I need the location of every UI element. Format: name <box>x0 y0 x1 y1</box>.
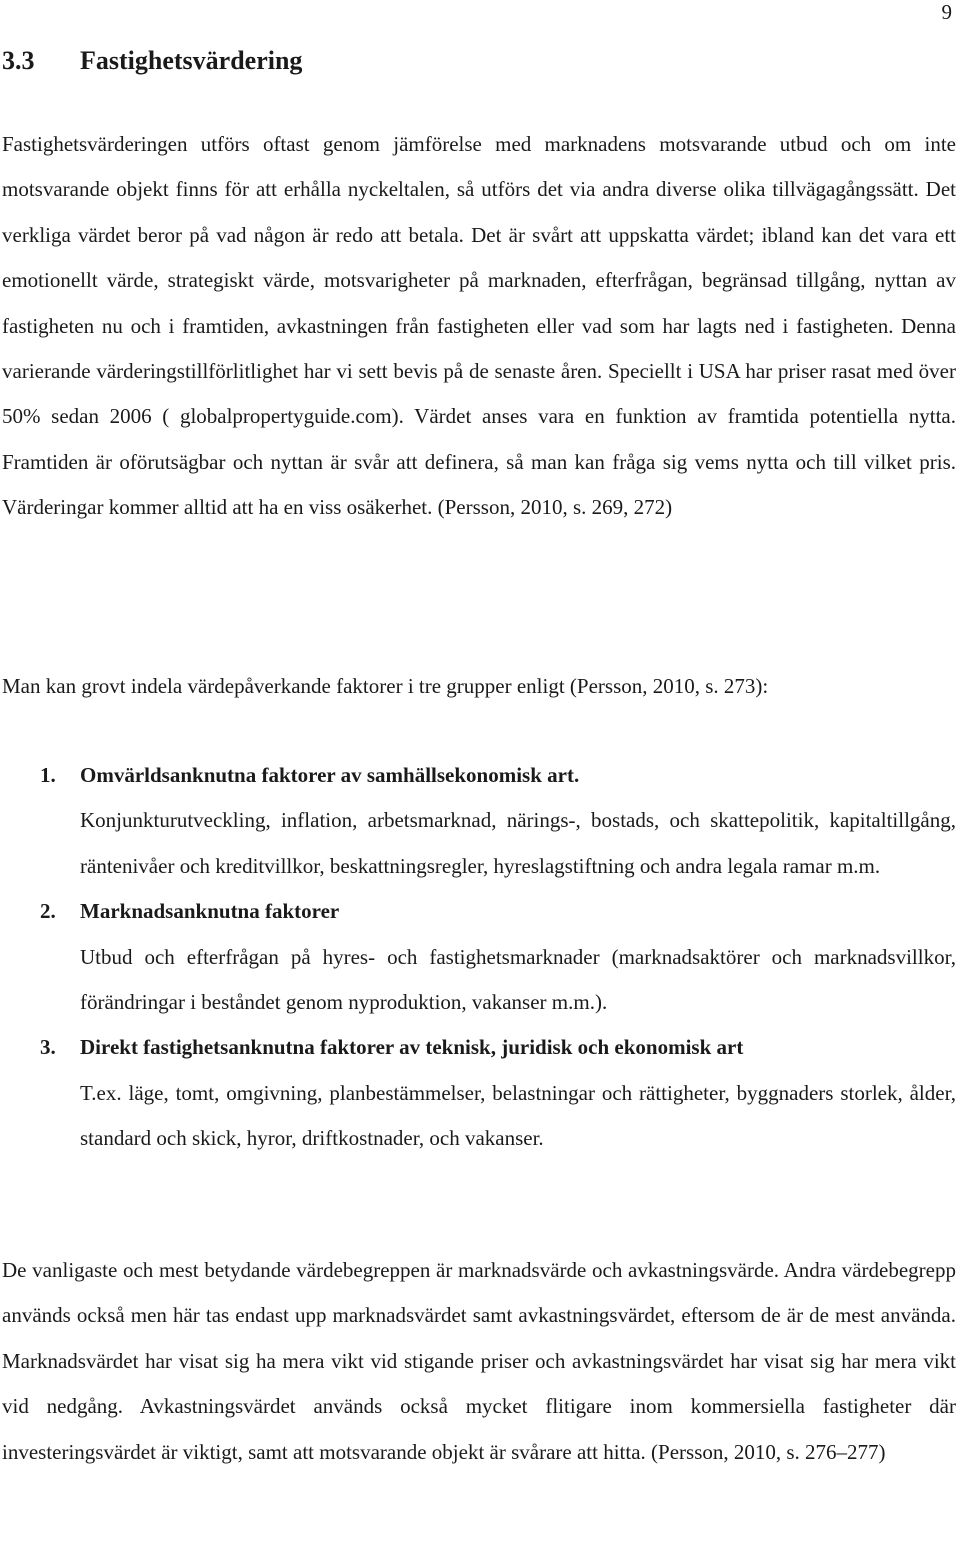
factor-group-item <box>2 889 956 1025</box>
factor-group-number: 1. <box>40 763 56 787</box>
factor-group-title: Omvärldsanknutna faktorer av samhällsekonomisk art. <box>80 763 580 787</box>
factor-group-item <box>2 753 956 889</box>
groups-intro-paragraph: Man kan grovt indela värdepåverkande faktorer i tre grupper enligt (Persson, 2010, s. 273): <box>2 674 769 698</box>
factor-group-body: T.ex. läge, tomt, omgivning, planbestämmelser, belastningar och rättigheter, byggnaders storlek, ålder, standard och skick, hyror, driftkostnader, och vakanser. <box>80 1080 956 1151</box>
factor-group-title: Direkt fastighetsanknutna faktorer av teknisk, juridisk och ekonomisk art <box>80 1035 744 1060</box>
factor-group-item <box>2 1025 956 1161</box>
factor-group-list <box>2 753 956 1162</box>
closing-paragraph: De vanligaste och mest betydande värdebegreppen är marknadsvärde och avkastningsvärde. Andra värdebegrepp används också men här tas endast upp marknadsvärdet samt avkastningsvärdet, eftersom de är de mest använda. Marknadsvärdet har visat sig ha mera vikt vid stigande priser och avkastningsvärdet har visat sig har mera vikt vid nedgång. Avkastningsvärdet används också mycket flitigare inom kommersiella fastigheter där investeringsvärdet är viktigt, samt att motsvarande objekt är svårare att hitta. (Persson, 2010, s. 276–277) <box>2 1258 956 1464</box>
factor-group-title: Marknadsanknutna faktorer <box>80 899 340 924</box>
factor-group-number: 2. <box>40 899 56 924</box>
section-title: Fastighetsvärdering <box>80 46 303 75</box>
section-heading <box>2 44 302 78</box>
factor-group-body: Utbud och efterfrågan på hyres- och fastighetsmarknader (marknadsaktörer och marknadsvillkor, förändringar i beståndet genom nyproduktion, vakanser m.m.). <box>80 944 956 1015</box>
section-number: 3.3 <box>2 46 35 75</box>
intro-paragraph: Fastighetsvärderingen utförs oftast genom jämförelse med marknadens motsvarande utbud och om inte motsvarande objekt finns för att erhålla nyckeltalen, så utförs det via andra diverse olika tillvägagångssätt. Det verkliga värdet beror på vad någon är redo att betala. Det är svårt att uppskatta värdet; ibland kan det vara ett emotionellt värde, strategiskt värde, motsvarigheter på marknaden, efterfrågan, begränsad tillgång, nyttan av fastigheten nu och i framtiden, avkastningen från fastigheten eller vad som har lagts ned i fastigheten. Denna varierande värderingstillförlitlighet har vi sett bevis på de senaste åren. Speciellt i USA har priser rasat med över 50% sedan 2006 ( globalpropertyguide.com). Värdet anses vara en funktion av framtida potentiella nytta. Framtiden är oförutsägbar och nyttan är svår att definera, så man kan fråga sig vems nytta och till vilket pris. Värderingar kommer alltid att ha en viss osäkerhet. (Persson, 2010, s. 269, 272) <box>2 132 956 520</box>
page-number: 9 <box>941 0 952 24</box>
factor-group-body: Konjunkturutveckling, inflation, arbetsmarknad, närings-, bostads, och skattepolitik, kapitaltillgång, räntenivåer och kreditvillkor, beskattningsregler, hyreslagstiftning och andra legala ramar m.m. <box>80 808 956 878</box>
factor-group-number: 3. <box>40 1035 56 1060</box>
